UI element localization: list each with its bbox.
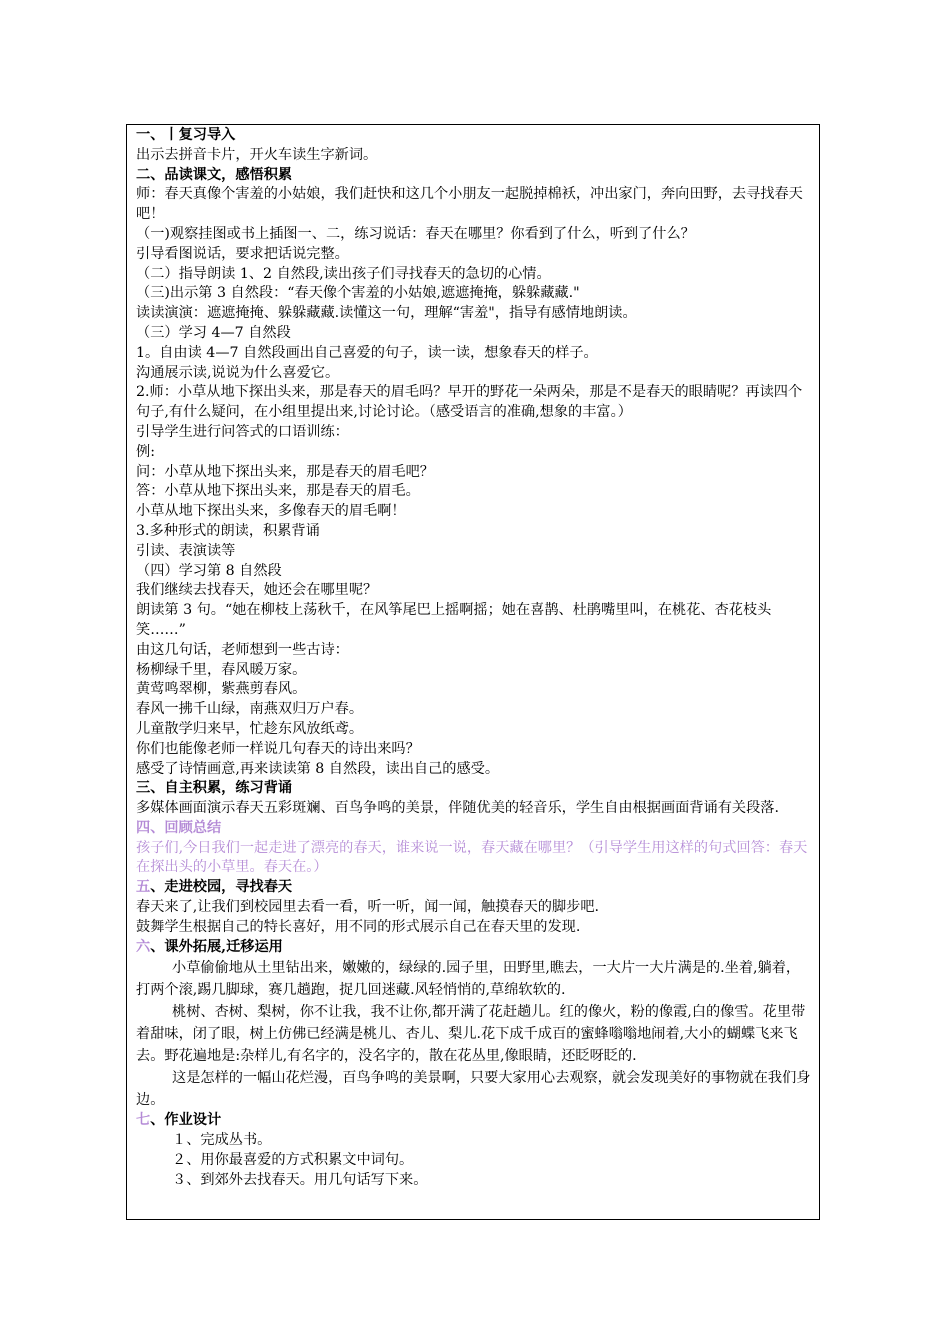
section-title: 、走进校园，寻找春天 [150,879,293,896]
paragraph: 3.多种形式的朗读，积累背诵 [136,522,320,539]
paragraph: 引读、表演读等 [136,542,236,559]
section-title: 、课外拓展,迁移运用 [150,938,283,955]
paragraph: （一)观察挂图或书上插图一、二，练习说话：春天在哪里？你看到了什么，听到了什么？ [136,225,695,242]
paragraph: 朗读第 3 句。“她在柳枝上荡秋千，在风筝尾巴上摇啊摇；她在喜鹊、杜鹃嘴里叫，在桃花、杏花枝头笑……” [136,602,772,638]
paragraph: 引导学生进行问答式的口语训练： [136,423,349,440]
poem-line: 儿童散学归来早，忙趁东风放纸鸢。 [136,720,364,737]
paragraph: 桃树、杏树、梨树，你不让我，我不让你,都开满了花赶趟儿。红的像火，粉的像霞,白的像雪。花里带着甜味，闭了眼，树上仿佛已经满是桃儿、杏儿、梨儿.花下成千成百的蜜蜂嗡嗡地闹着,大小的蝴蝶飞来飞去。野花遍地是:杂样儿,有名字的，没名字的，散在花丛里,像眼睛，还眨呀眨的. [136,1004,806,1065]
poem-line: 黄莺鸣翠柳，紫燕剪春风。 [136,681,307,698]
list-item: １、完成丛书。 [172,1132,272,1149]
section-title: 、作业设计 [150,1112,222,1129]
paragraph: （四）学习第 8 自然段 [136,562,282,579]
list-item: ３、到郊外去找春天。用几句话写下来。 [172,1171,428,1188]
paragraph: 1。自由读 4—7 自然段画出自己喜爱的句子，读一读，想象春天的样子。 [136,344,598,361]
poem-line: 春风一拂千山绿，南燕双归万户春。 [136,701,364,718]
paragraph: 师：春天真像个害羞的小姑娘，我们赶快和这几个小朋友一起脱掉棉袄，冲出家门，奔向田野，去寻找春天吧！ [136,186,803,223]
lesson-content [136,126,812,1191]
paragraph: 引导看图说话，要求把话说完整。 [136,245,349,262]
paragraph: 你们也能像老师一样说几句春天的诗出来吗？ [136,740,420,757]
section-3-heading: 三、自主积累，练习背诵 [136,780,293,797]
paragraph: （三）学习 4—7 自然段 [136,324,291,341]
section-5-heading [136,878,812,898]
paragraph: 由这几句话，老师想到一些古诗： [136,641,349,658]
paragraph: 春天来了,让我们到校园里去看一看，听一听，闻一闻，触摸春天的脚步吧. [136,899,600,916]
section-6-heading [136,938,812,958]
paragraph: 问：小草从地下探出头来，那是春天的眉毛吧？ [136,463,434,480]
section-1-heading: 一、丨复习导入 [136,127,236,143]
list-item: ２、用你最喜爱的方式积累文中词句。 [172,1152,414,1169]
section-number: 六 [136,938,151,955]
paragraph: 孩子们,今日我们一起走进了漂亮的春天，谁来说一说，春天藏在哪里？（引导学生用这样的句式回答：春天在探出头的小草里。春天在。） [136,839,808,876]
paragraph: 我们继续去找春天，她还会在哪里呢？ [136,582,378,599]
section-number: 七 [136,1112,151,1129]
paragraph: （三)出示第 3 自然段：“春天像个害羞的小姑娘,遮遮掩掩，躲躲藏藏." [136,285,580,302]
paragraph: 这是怎样的一幅山花烂漫，百鸟争鸣的美景啊，只要大家用心去观察，就会发现美好的事物就在我们身边。 [136,1070,811,1109]
section-1-line: 出示去拼音卡片，开火车读生字新词。 [136,146,378,163]
section-7-heading [136,1111,812,1131]
paragraph: （二）指导朗读 1、2 自然段,读出孩子们寻找春天的急切的心情。 [136,265,551,282]
paragraph: 2.师：小草从地下探出头来，那是春天的眉毛吗？早开的野花一朵两朵，那是不是春天的眼睛呢？再读四个句子,有什么疑问，在小组里提出来,讨论讨论。（感受语言的准确,想象的丰富。） [136,384,803,421]
paragraph: 多媒体画面演示春天五彩斑斓、百鸟争鸣的美景，伴随优美的轻音乐，学生自由根据画面背诵有关段落. [136,800,779,817]
section-2-heading: 二、品读课文，感悟积累 [136,166,293,183]
paragraph: 例: [136,443,155,460]
paragraph: 小草从地下探出头来，多像春天的眉毛啊！ [136,503,406,520]
poem-line: 杨柳绿千里，春风暖万家。 [136,661,307,678]
section-number: 五 [136,879,151,896]
section-4-heading: 四、回顾总结 [136,819,222,836]
paragraph: 答：小草从地下探出头来，那是春天的眉毛。 [136,483,420,500]
paragraph: 小草偷偷地从土里钻出来，嫩嫩的，绿绿的.园子里，田野里,瞧去，一大片一大片满是的.坐着,躺着，打两个滚,踢几脚球，赛几趟跑，捉几回迷藏.风轻悄悄的,草绵软软的. [136,960,801,999]
paragraph: 感受了诗情画意,再来读读第 8 自然段，读出自己的感受。 [136,760,500,777]
paragraph: 鼓舞学生根据自己的特长喜好，用不同的形式展示自己在春天里的发现. [136,918,581,935]
paragraph: 沟通展示读,说说为什么喜爱它。 [136,364,340,381]
paragraph: 读读演演：遮遮掩掩、躲躲藏藏.读懂这一句，理解“害羞"，指导有感情地朗读。 [136,305,637,322]
